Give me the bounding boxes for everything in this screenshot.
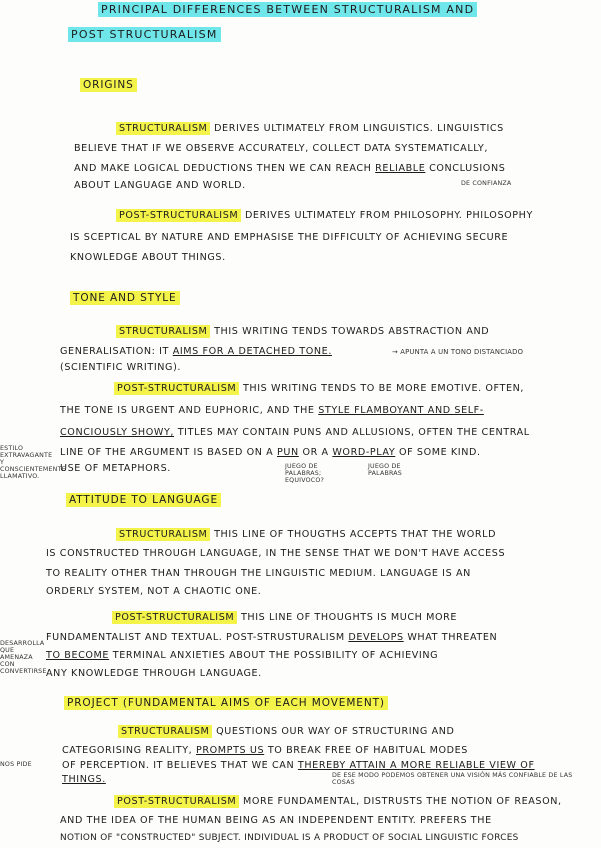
text: MORE FUNDAMENTAL, DISTRUSTS THE NOTION OF REASON, (242, 796, 562, 807)
text: CATEGORISING REALITY, (62, 745, 193, 756)
underlined-text: PROMPTS US (196, 745, 265, 756)
origins-p-line-1 (116, 210, 533, 221)
post-structuralism-label: POST-STRUCTURALISM (112, 611, 237, 624)
underlined-text: DEVELOPS (348, 632, 404, 643)
heading-text: PROJECT (FUNDAMENTAL AIMS OF EACH MOVEMENT) (64, 696, 388, 710)
origins-s-line-3 (74, 163, 505, 174)
title-line-2 (68, 28, 221, 41)
attitude-s-line-1 (116, 529, 496, 540)
text: THIS WRITING TENDS TO BE MORE EMOTIVE. OFTEN, (242, 383, 525, 394)
project-s-line-1 (118, 726, 455, 737)
origins-p-line-2: IS SCEPTICAL BY NATURE AND EMPHASISE THE DIFFICULTY OF ACHIEVING SECURE (70, 232, 509, 243)
tone-s-line-1 (116, 326, 489, 337)
text: OR A (302, 447, 329, 458)
project-p-line-2: AND THE IDEA OF THE HUMAN BEING AS AN INDEPENDENT ENTITY. PREFERS THE (60, 815, 492, 826)
text: OF SOME KIND. (398, 447, 481, 458)
tone-p-line-2 (60, 405, 484, 416)
text: AND MAKE LOGICAL DEDUCTIONS THEN WE CAN REACH (74, 163, 372, 174)
title-text-2: POST STRUCTURALISM (68, 27, 221, 42)
post-structuralism-label: POST-STRUCTURALISM (114, 795, 239, 808)
underlined-text: TO BECOME (46, 650, 110, 661)
underlined-text: WORD-PLAY (332, 447, 396, 458)
underlined-text: THEREBY ATTAIN A MORE RELIABLE VIEW OF (297, 760, 535, 771)
attitude-s-line-4: ORDERLY SYSTEM, NOT A CHAOTIC ONE. (46, 586, 262, 597)
heading-text: TONE AND STYLE (70, 291, 180, 305)
text: DERIVES ULTIMATELY FROM PHILOSOPHY. PHILOSOPHY (244, 210, 533, 221)
structuralism-label: STRUCTURALISM (118, 725, 212, 738)
margin-note: ESTILO EXTRAVAGANTE Y CONSCIENTEMENTE LLAMATIVO. (0, 445, 66, 480)
heading-text: ORIGINS (80, 78, 137, 92)
text: CONCLUSIONS (429, 163, 506, 174)
text: THIS WRITING TENDS TOWARDS ABSTRACTION AND (214, 326, 490, 337)
attitude-p-line-1 (112, 612, 457, 623)
text: TERMINAL ANXIETIES ABOUT THE POSSIBILITY OF ACHIEVING (112, 650, 439, 661)
attitude-s-line-3: TO REALITY OTHER THAN THROUGH THE LINGUISTIC MEDIUM. LANGUAGE IS AN (46, 568, 471, 579)
title-text-1: PRINCIPAL DIFFERENCES BETWEEN STRUCTURALISM AND (98, 2, 477, 17)
attitude-p-line-2 (46, 632, 497, 643)
section-heading-origins (80, 79, 137, 91)
margin-note: NOS PIDE (0, 761, 32, 768)
translation-note: DE ESE MODO PODEMOS OBTENER UNA VISIÓN MÁS CONFIABLE DE LAS COSAS (332, 772, 573, 786)
underlined-text: AIMS FOR A DETACHED TONE. (172, 346, 332, 357)
translation-note: JUEGO DE PALABRAS (368, 463, 403, 477)
underlined-text: THINGS. (62, 774, 106, 785)
heading-text: ATTITUDE TO LANGUAGE (66, 493, 221, 507)
post-structuralism-label: POST-STRUCTURALISM (114, 382, 239, 395)
tone-p-line-1 (114, 383, 524, 394)
text: TITLES MAY CONTAIN PUNS AND ALLUSIONS, OFTEN THE CENTRAL (177, 427, 530, 438)
translation-note: JUEGO DE PALABRAS; EQUIVOCO? (285, 463, 325, 484)
section-heading-attitude (66, 494, 221, 506)
attitude-s-line-2: IS CONSTRUCTED THROUGH LANGUAGE, IN THE SENSE THAT WE DON'T HAVE ACCESS (46, 548, 506, 559)
structuralism-label: STRUCTURALISM (116, 325, 210, 338)
structuralism-label: STRUCTURALISM (116, 528, 210, 541)
origins-s-line-2: BELIEVE THAT IF WE OBSERVE ACCURATELY, COLLECT DATA SYSTEMATICALLY, (74, 143, 489, 154)
structuralism-label: STRUCTURALISM (116, 122, 210, 135)
tone-s-line-2 (60, 346, 332, 357)
tone-p-line-4 (60, 447, 481, 458)
text: FUNDAMENTALIST AND TEXTUAL. POST-STRUSTURALISM (46, 632, 345, 643)
tone-p-line-5: USE OF METAPHORS. (60, 463, 171, 474)
underlined-text: PUN (276, 447, 299, 458)
text: GENERALISATION: IT (60, 346, 170, 357)
text: THE TONE IS URGENT AND EUPHORIC, AND THE (60, 405, 315, 416)
section-heading-tone (70, 292, 180, 304)
project-s-line-2 (62, 745, 468, 756)
project-p-line-3: NOTION OF "CONSTRUCTED" SUBJECT. INDIVIDUAL IS A PRODUCT OF SOCIAL LINGUISTIC FORCES (60, 833, 519, 843)
text: OF PERCEPTION. IT BELIEVES THAT WE CAN (62, 760, 295, 771)
post-structuralism-label: POST-STRUCTURALISM (116, 209, 241, 222)
text: THIS LINE OF THOUGTHS ACCEPTS THAT THE WORLD (214, 529, 497, 540)
translation-note: DE CONFIANZA (461, 180, 512, 187)
project-s-line-4 (62, 774, 106, 785)
origins-s-line-4: ABOUT LANGUAGE AND WORLD. (74, 180, 246, 191)
underlined-text: CONCIOUSLY SHOWY, (60, 427, 175, 438)
text: QUESTIONS OUR WAY OF STRUCTURING AND (216, 726, 455, 737)
title-line-1 (98, 3, 477, 16)
text: LINE OF THE ARGUMENT IS BASED ON A (60, 447, 274, 458)
tone-p-line-3 (60, 427, 530, 438)
margin-note: DESARROLLA QUE AMENAZA CON CONVERTIRSE (0, 640, 47, 675)
text: TO BREAK FREE OF HABITUAL MODES (267, 745, 468, 756)
translation-note: → APUNTA A UN TONO DISTANCIADO (392, 348, 524, 356)
origins-p-line-3: KNOWLEDGE ABOUT THINGS. (70, 252, 226, 263)
project-s-line-3 (62, 760, 535, 771)
attitude-p-line-4: ANY KNOWLEDGE THROUGH LANGUAGE. (46, 668, 262, 679)
section-heading-project (64, 697, 388, 709)
project-p-line-1 (114, 796, 562, 807)
text: THIS LINE OF THOUGHTS IS MUCH MORE (240, 612, 458, 623)
attitude-p-line-3 (46, 650, 438, 661)
text: WHAT THREATEN (407, 632, 498, 643)
underlined-text: RELIABLE (375, 163, 426, 174)
tone-s-line-3: (SCIENTIFIC WRITING). (60, 362, 182, 373)
origins-s-line-1 (116, 123, 504, 134)
text: DERIVES ULTIMATELY FROM LINGUISTICS. LINGUISTICS (214, 123, 504, 134)
underlined-text: STYLE FLAMBOYANT AND SELF- (318, 405, 484, 416)
